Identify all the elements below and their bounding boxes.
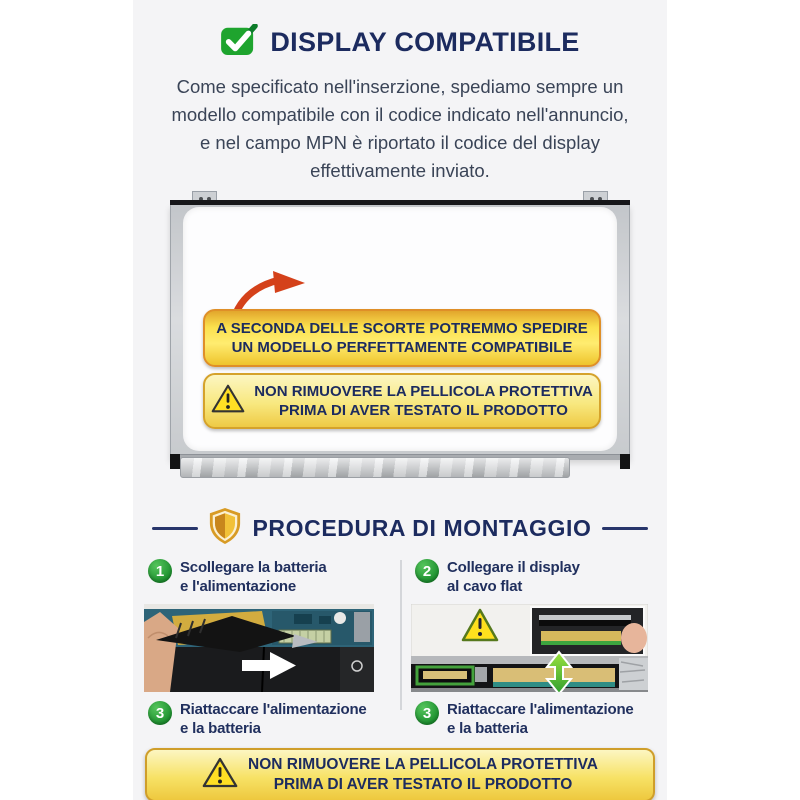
bottom-warning-banner [145,748,655,800]
warning-icon [202,756,238,795]
step-3-left-line: e la batteria [180,720,261,737]
check-icon [220,24,258,61]
step-2-line: al cavo flat [447,578,523,595]
stock-note-line: UN MODELLO PERFETTAMENTE COMPATIBILE [231,339,573,356]
step-1-line: Scollegare la batteria [180,559,327,576]
intro-text [133,73,667,185]
step-2-line: Collegare il display [447,559,580,576]
product-infographic [133,0,667,800]
warning-icon [211,383,245,419]
step-3-left [144,700,389,738]
page-title: DISPLAY COMPATIBILE [270,27,580,57]
film-warning-note [203,373,601,429]
film-note-line: PRIMA DI AVER TESTATO IL PRODOTTO [279,402,568,419]
step-1 [144,558,389,596]
shield-icon [208,507,242,550]
photo-disconnect-battery [144,604,389,692]
panel-corner-left [170,454,180,469]
intro-line: Come specificato nell'inserzione, spediamo sempre un [176,76,624,97]
panel-corner-right [620,454,630,469]
intro-line: effettivamente inviato. [310,160,490,181]
procedure-header [133,507,667,550]
step-3-left-badge: 3 [148,701,172,725]
connector-inset-photo [531,607,647,655]
step-3-right-line: Riattaccare l'alimentazione [447,701,634,718]
foil-cable-wrap [180,457,570,478]
step-3-right [411,700,656,738]
step-3-right-badge: 3 [415,701,439,725]
intro-line: e nel campo MPN è riportato il codice del display [200,132,600,153]
step-1-badge: 1 [148,559,172,583]
procedure-steps [144,558,656,738]
procedure-title: PROCEDURA DI MONTAGGIO [252,515,592,541]
stock-note-line: A SECONDA DELLE SCORTE POTREMMO SPEDIRE [216,320,588,337]
step-3-right-line: e la batteria [447,720,528,737]
film-note-line: NON RIMUOVERE LA PELLICOLA PROTETTIVA [254,383,593,400]
banner-line: NON RIMUOVERE LA PELLICOLA PROTETTIVA [248,756,598,773]
divider-dash-right [602,527,648,530]
photo-connect-flat-cable [411,604,656,692]
intro-line: modello compatibile con il codice indicato nell'annuncio, [171,104,629,125]
step-2 [411,558,656,596]
stock-note [203,309,601,367]
step-3-left-line: Riattaccare l'alimentazione [180,701,367,718]
divider-dash-left [152,527,198,530]
column-divider [400,560,402,710]
step-2-badge: 2 [415,559,439,583]
lcd-panel-image [170,191,630,481]
step-1-line: e l'alimentazione [180,578,297,595]
header [133,0,667,61]
right-arrow-icon [242,660,270,671]
banner-line: PRIMA DI AVER TESTATO IL PRODOTTO [273,776,573,793]
